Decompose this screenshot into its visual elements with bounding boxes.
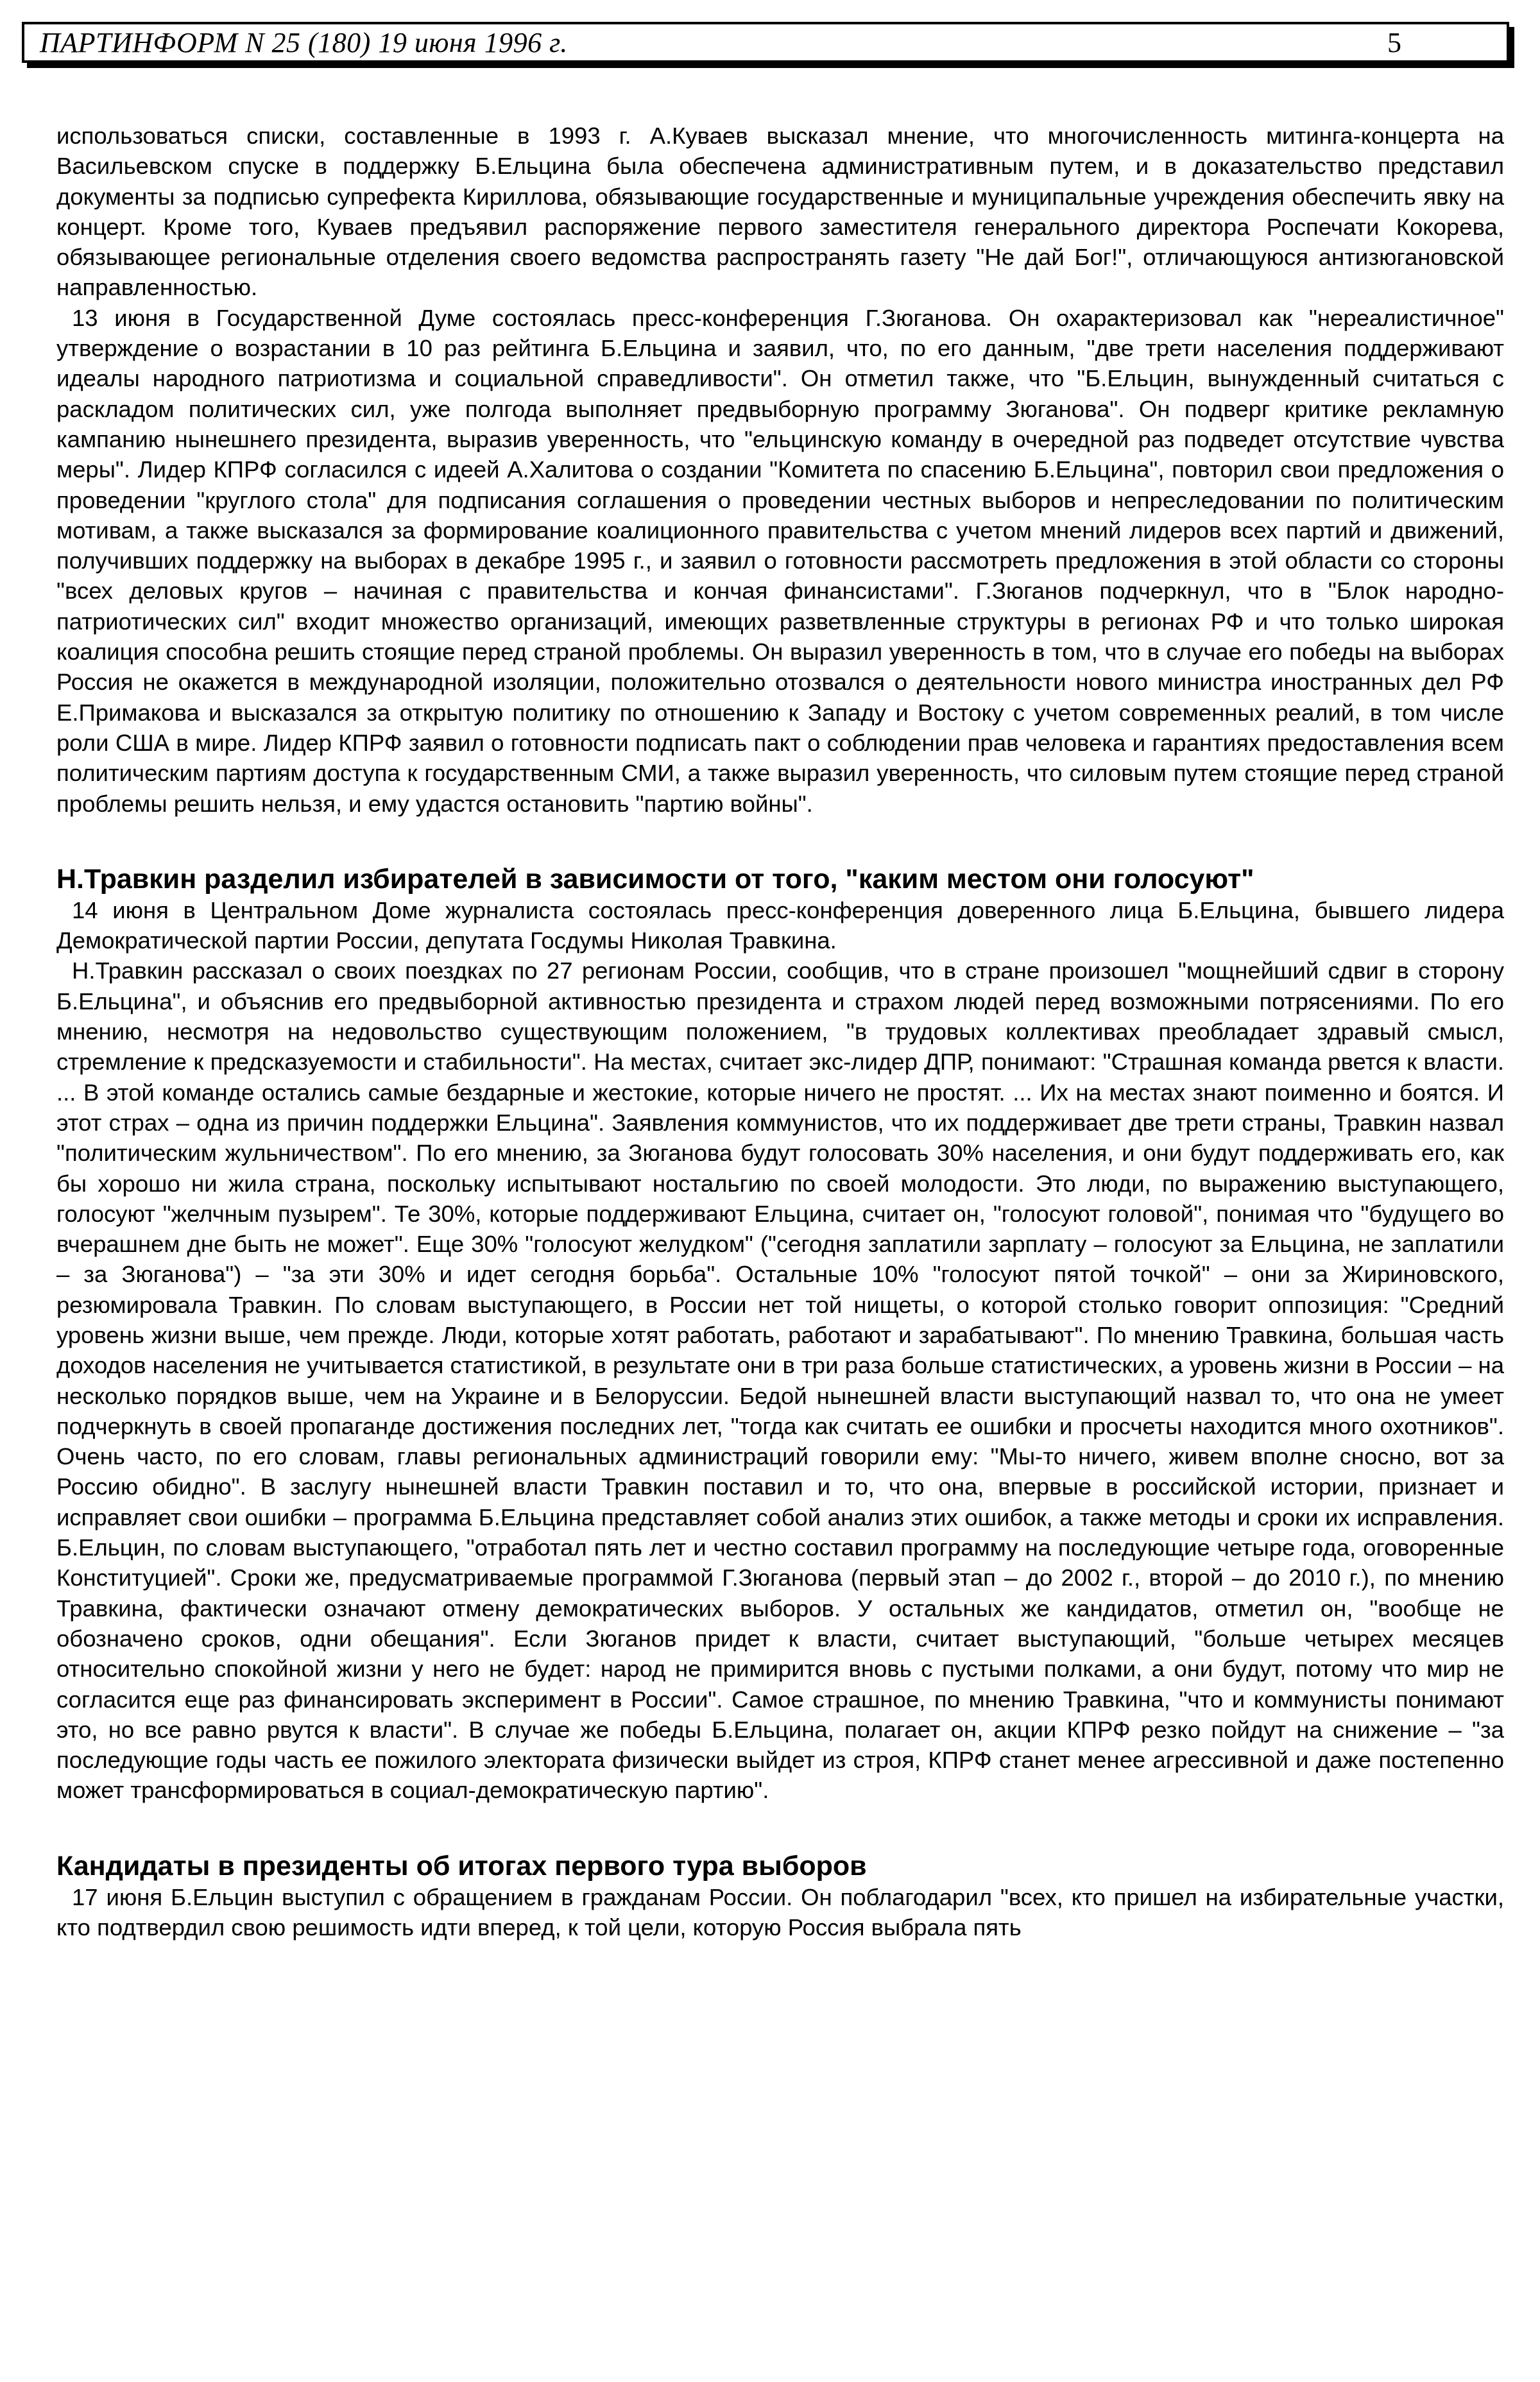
article-body [56,121,1504,1942]
paragraph: использоваться списки, составленные в 1993 г. А.Куваев высказал мнение, что многочисленность митинга-концерта на Васильевском спуске в поддержку Б.Ельцина была обеспечена административным путем, и в доказательство представил документы за подписью супрефекта Кириллова, обязывающие государственные и муниципальные учреждения обеспечить явку на концерт. Кроме того, Куваев предъявил распоряжение первого заместителя генерального директора Роспечати Кокорева, обязывающее региональные отделения своего ведомства распространять газету "Не дай Бог!", отличающуюся антизюгановской направленностью. [56,123,1504,301]
section-heading: Кандидаты в президенты об итогах первого тура выборов [56,1850,867,1881]
paragraph: 17 июня Б.Ельцин выступил с обращением в гражданам России. Он поблагодарил "всех, кто пришел на избирательные участки, кто подтвердил свою решимость идти вперед, к той цели, которую Россия выбрала пять [56,1883,1504,1941]
page-number: 5 [1387,26,1401,58]
publication-title: ПАРТИНФОРМ N 25 (180) 19 июня 1996 г. [40,26,568,58]
paragraph: Н.Травкин рассказал о своих поездках по 27 регионам России, сообщив, что в стране произошел "мощнейший сдвиг в сторону Б.Ельцина", и объяснив его предвыборной активностью президента и страхом людей перед возможными потрясениями. По его мнению, несмотря на недовольство существующим положением, "в трудовых коллективах преобладает здравый смысл, стремление к предсказуемости и стабильности". На местах, считает экс-лидер ДПР, понимают: "Страшная команда рвется к власти. ... В этой команде остались самые бездарные и жестокие, которые ничего не простят. ... Их на местах знают поименно и боятся. И этот страх – одна из причин поддержки Ельцина". Заявления коммунистов, что их поддерживает две трети страны, Травкин назвал "политическим жульничеством". По его мнению, за Зюганова будут голосовать 30% населения, и они будут поддерживать его, как бы хорошо ни жила страна, поскольку испытывают ностальгию по своей молодости. Это люди, по выражению выступающего, голосуют "желчным пузырем". Те 30%, которые поддерживают Ельцина, считает он, "голосуют головой", понимая что "будущего во вчерашнем дне быть не может". Еще 30% "голосуют желудком" ("сегодня заплатили зарплату – голосуют за Ельцина, не заплатили – за Зюганова") – "за эти 30% и идет сегодня борьба". Остальные 10% "голосуют пятой точкой" – они за Жириновского, резюмировала Травкин. По словам выступающего, в России нет той нищеты, о которой столько говорит оппозиция: "Средний уровень жизни выше, чем прежде. Люди, которые хотят работать, работают и зарабатывают". По мнению Травкина, большая часть доходов населения не учитывается статистикой, в результате они в три раза больше статистических, а уровень жизни в России – на несколько порядков выше, чем на Украине и в Белоруссии. Бедой нынешней власти выступающий назвал то, что она не умеет подчеркнуть в своей пропаганде достижения последних лет, "тогда как считать ее ошибки и просчеты находится много охотников". Очень часто, по его словам, главы региональных администраций говорили ему: "Мы-то ничего, живем вполне сносно, вот за Россию обидно". В заслугу нынешней власти Травкин поставил и то, что она, впервые в российской истории, признает и исправляет свои ошибки – программа Б.Ельцина представляет собой анализ этих ошибок, а также методы и сроки их исправления. Б.Ельцин, по словам выступающего, "отработал пять лет и честно составил программу на последующие четыре года, оговоренные Конституцией". Сроки же, предусматриваемые программой Г.Зюганова (первый этап – до 2002 г., второй – до 2010 г.), по мнению Травкина, фактически означают отмену демократических выборов. У остальных же кандидатов, отметил он, "вообще не обозначено сроков, одни обещания". Если Зюганов придет к власти, считает выступающий, "больше четырех месяцев относительно спокойной жизни у него не будет: народ не примирится вновь с пустыми полками, а они будут, потому что мир не согласится еще раз финансировать эксперимент в России". Самое страшное, по мнению Травкина, "что и коммунисты понимают это, но все равно рвутся к власти". В случае же победы Б.Ельцина, полагает он, акции КПРФ резко пойдут на снижение – "за последующие годы часть ее пожилого электората физически выйдет из строя, КПРФ станет менее агрессивной и даже постепенно может трансформироваться в социал-демократическую партию". [56,957,1504,1804]
page-header [22,22,1509,63]
paragraph: 13 июня в Государственной Думе состоялась пресс-конференция Г.Зюганова. Он охарактеризовал как "нереалистичное" утверждение о возрастании в 10 раз рейтинга Б.Ельцина и заявил, что, по его данным, "две трети населения поддерживают идеалы народного патриотизма и социальной справедливости". Он отметил также, что "Б.Ельцин, вынужденный считаться с раскладом политических сил, уже полгода выполняет предвыборную программу Зюганова". Он подверг критике рекламную кампанию нынешнего президента, выразив уверенность, что "ельцинскую команду в очередной раз подведет отсутствие чувства меры". Лидер КПРФ согласился с идеей А.Халитова о создании "Комитета по спасению Б.Ельцина", повторил свои предложения о проведении "круглого стола" для подписания соглашения о проведении честных выборов и непреследовании по политическим мотивам, а также высказался за формирование коалиционного правительства с учетом мнений лидеров всех партий и движений, получивших поддержку на выборах в декабре 1995 г., и заявил о готовности рассмотреть предложения в этой области со стороны "всех деловых кругов – начиная с правительства и кончая финансистами". Г.Зюганов подчеркнул, что в "Блок народно-патриотических сил" входит множество организаций, имеющих разветвленные структуры в регионах РФ и что только широкая коалиция способна решить стоящие перед страной проблемы. Он выразил уверенность в том, что в случае его победы на выборах Россия не окажется в международной изоляции, положительно отозвался о деятельности нового министра иностранных дел РФ Е.Примакова и высказался за открытую политику по отношению к Западу и Востоку с учетом современных реалий, в том числе роли США в мире. Лидер КПРФ заявил о готовности подписать пакт о соблюдении прав человека и гарантиях предоставления всем политическим партиям доступа к государственным СМИ, а также выразил уверенность, что силовым путем стоящие перед страной проблемы решить нельзя, и ему удастся остановить "партию войны". [56,304,1504,817]
paragraph: 14 июня в Центральном Доме журналиста состоялась пресс-конференция доверенного лица Б.Ельцина, бывшего лидера Демократической партии России, депутата Госдумы Николая Травкина. [56,896,1504,954]
section-heading: Н.Травкин разделил избирателей в зависимости от того, "каким местом они голосуют" [56,863,1254,895]
